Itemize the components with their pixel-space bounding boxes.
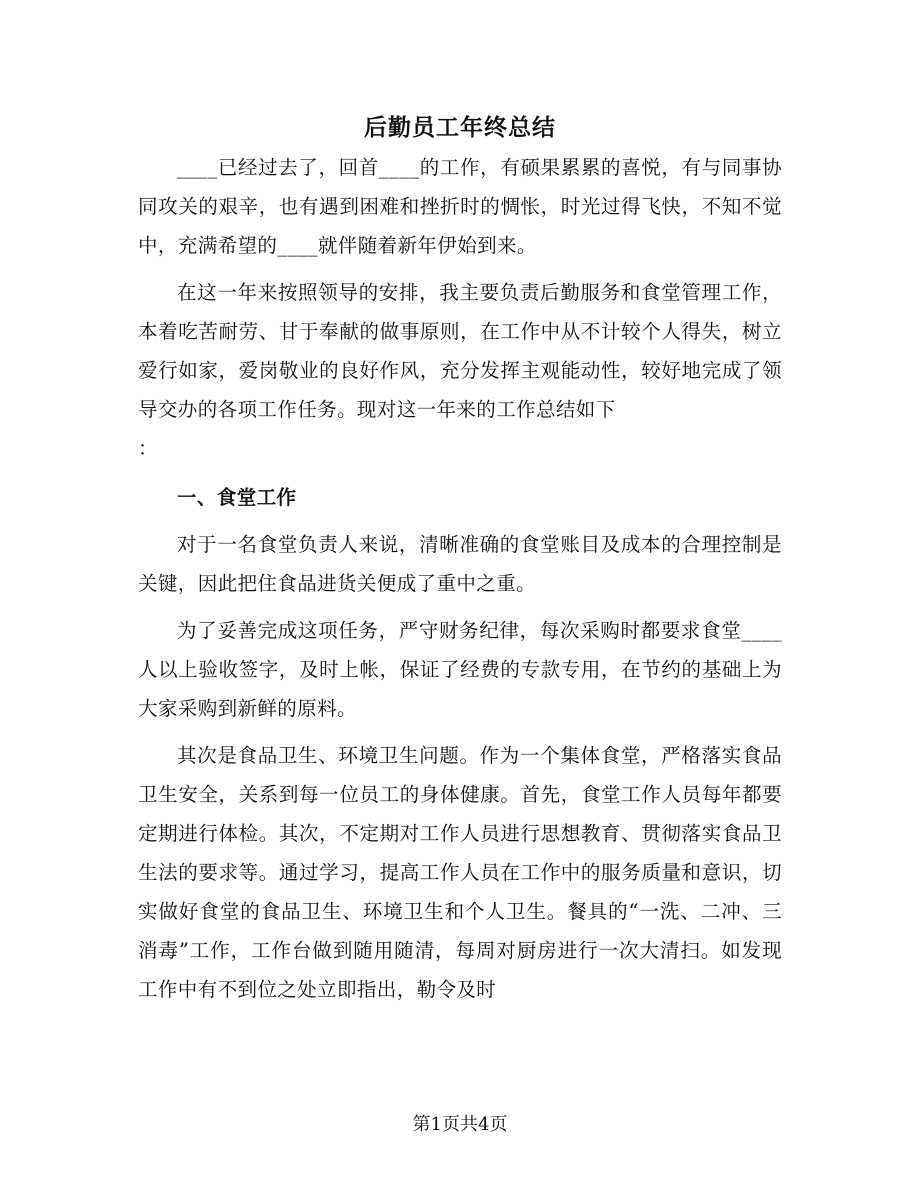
paragraph-intro: ____已经过去了，回首____的工作，有硕果累累的喜悦，有与同事协同攻关的艰辛，也有遇到困难和挫折时的惆怅，时光过得飞快，不知不觉中，充满希望的____就伴随着新年伊始到来。 (138, 156, 782, 257)
section-heading-canteen: 一、食堂工作 (177, 486, 297, 509)
paragraph-hygiene: 其次是食品卫生、环境卫生问题。作为一个集体食堂，严格落实食品卫生安全，关系到每一位员工的身体健康。首先，食堂工作人员每年都要定期进行体检。其次，不定期对工作人员进行思想教育、贯彻落实食品卫生法的要求等。通过学习，提高工作人员在工作中的服务质量和意识，切实做好食堂的食品卫生、环境卫生和个人卫生。餐具的“一洗、二冲、三消毒”工作，工作台做到随用随清，每周对厨房进行一次大清扫。如发现工作中有不到位之处立即指出，勒令及时 (138, 744, 782, 1001)
paragraph-procurement: 为了妥善完成这项任务，严守财务纪律，每次采购时都要求食堂____人以上验收签字，及时上帐，保证了经费的专款专用，在节约的基础上为大家采购到新鲜的原料。 (138, 619, 782, 720)
page-number: 第1页共4页 (412, 1114, 508, 1135)
paragraph-responsibilities: 在这一年来按照领导的安排，我主要负责后勤服务和食堂管理工作，本着吃苦耐劳、甘于奉献的做事原则，在工作中从不计较个人得失，树立爱行如家，爱岗敬业的良好作风，充分发挥主观能动性，较好地完成了领导交办的各项工作任务。现对这一年来的工作总结如下 (138, 281, 782, 421)
paragraph-cost-control: 对于一名食堂负责人来说，清晰准确的食堂账目及成本的合理控制是关键，因此把住食品进货关便成了重中之重。 (138, 533, 782, 595)
paragraph-colon: ： (138, 437, 158, 460)
document-body (138, 148, 782, 1009)
page-title: 后勤员工年终总结 (364, 114, 556, 141)
